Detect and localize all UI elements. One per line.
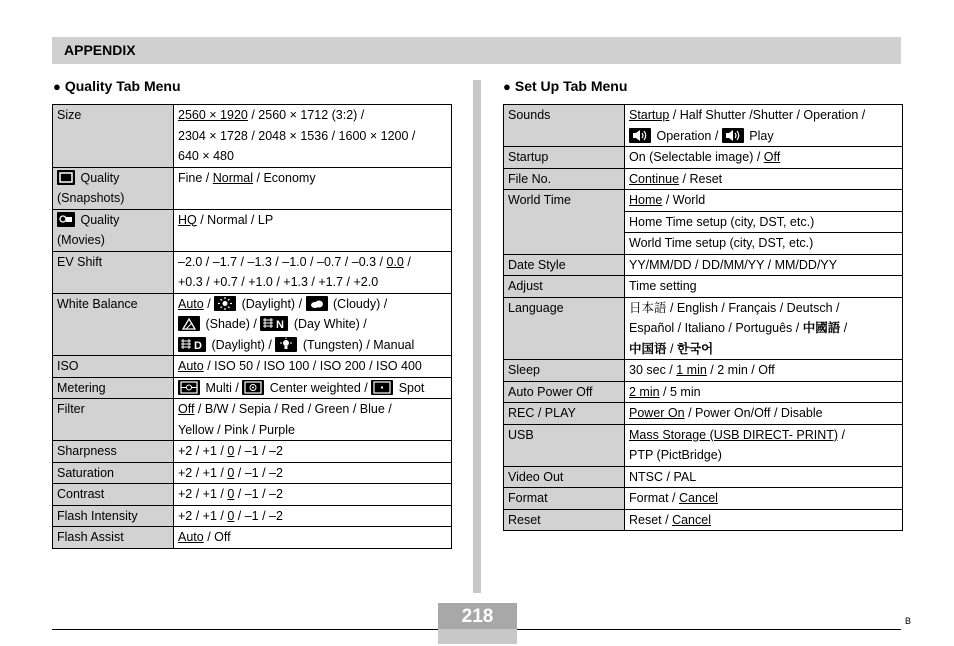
option-text: / World	[662, 193, 706, 207]
option-text: 한국어	[676, 341, 714, 356]
value-line	[629, 382, 898, 403]
setting-label: Date Style	[504, 254, 625, 276]
table-row	[53, 441, 452, 463]
setting-label-text: Contrast	[57, 487, 105, 501]
option-text: YY/MM/DD / DD/MM/YY / MM/DD/YY	[629, 257, 838, 272]
value-line	[629, 360, 898, 381]
option-text: /	[838, 427, 846, 442]
option-text: Home Time setup (city, DST, etc.)	[629, 214, 815, 229]
option-text: +2 / +1 /	[178, 487, 228, 501]
value-line	[629, 126, 898, 147]
option-text: /	[203, 296, 215, 311]
setting-label: Startup	[504, 147, 625, 169]
option-text: /	[403, 254, 411, 269]
setting-options	[625, 190, 903, 212]
setting-label	[53, 167, 174, 209]
table-row	[504, 297, 903, 360]
value-line	[178, 420, 447, 441]
setting-label-text: Filter	[57, 402, 85, 416]
option-text: Operation /	[653, 128, 722, 143]
setting-options	[174, 441, 452, 463]
option-text: (Daylight) /	[238, 296, 306, 311]
option-text: / –1 / –2	[234, 508, 283, 523]
speaker-operation-icon	[629, 128, 651, 143]
setting-label	[53, 105, 174, 168]
daylight-fluorescent-icon	[178, 337, 206, 352]
value-line	[178, 272, 447, 293]
day-white-fluorescent-icon	[260, 316, 288, 331]
setting-options	[625, 297, 903, 360]
table-row	[53, 105, 452, 168]
option-text: (Shade) /	[202, 317, 261, 331]
table-row	[53, 377, 452, 399]
setting-label-text: Quality	[77, 170, 120, 185]
setting-label-text: Metering	[57, 380, 106, 395]
page-number: 218	[438, 603, 517, 629]
default-option: 1 min	[676, 363, 707, 377]
default-option: Off	[178, 402, 195, 416]
default-option: Cancel	[672, 512, 711, 527]
option-text: +0.3 / +0.7 / +1.0 / +1.3 / +1.7 / +2.0	[178, 275, 379, 289]
table-row	[53, 209, 452, 251]
setting-options	[174, 251, 452, 293]
setting-label-subtext: (Snapshots)	[57, 191, 125, 205]
setting-options	[625, 360, 903, 382]
setting-options	[174, 105, 452, 168]
default-option: HQ	[178, 212, 197, 227]
value-line	[178, 527, 447, 548]
value-line	[629, 255, 898, 276]
setting-options	[625, 424, 903, 466]
table-row	[504, 381, 903, 403]
value-line	[178, 146, 447, 167]
value-line	[178, 105, 447, 126]
value-line	[178, 168, 447, 189]
value-line	[629, 318, 898, 339]
value-line	[629, 467, 898, 488]
value-line	[629, 147, 898, 168]
option-text: / –1 / –2	[234, 444, 283, 458]
value-line	[629, 105, 898, 126]
setting-options	[625, 381, 903, 403]
setting-label	[53, 251, 174, 293]
setting-options	[625, 488, 903, 510]
setting-options	[174, 399, 452, 441]
default-option: 0	[227, 508, 235, 523]
option-text: 中國語	[802, 321, 841, 335]
option-text: /	[666, 341, 677, 356]
value-line	[629, 298, 898, 319]
setting-options	[625, 403, 903, 425]
default-option: Continue	[629, 171, 680, 186]
value-line	[629, 510, 898, 531]
setting-options	[625, 168, 903, 190]
setting-label-text: Sharpness	[57, 444, 117, 458]
table-row	[53, 527, 452, 549]
option-text: Fine /	[178, 170, 213, 185]
corner-mark: B	[905, 616, 912, 626]
value-line	[178, 210, 447, 231]
default-option: Auto	[178, 296, 204, 311]
setting-options	[174, 462, 452, 484]
default-option: Power On	[629, 406, 685, 420]
setting-label: Language	[504, 297, 625, 360]
setting-options	[625, 105, 903, 147]
setting-label	[53, 527, 174, 549]
default-option: Cancel	[679, 491, 718, 505]
setting-label	[53, 441, 174, 463]
setting-label: Adjust	[504, 276, 625, 298]
setting-label: World Time	[504, 190, 625, 255]
quality-section-title	[53, 78, 181, 95]
setting-options	[625, 254, 903, 276]
option-text: Format /	[629, 491, 680, 505]
value-line	[178, 335, 447, 356]
value-line	[629, 212, 898, 233]
option-text: +2 / +1 /	[178, 465, 228, 480]
value-line	[178, 314, 447, 335]
option-text: / Normal / LP	[196, 212, 274, 227]
value-line	[178, 294, 447, 315]
table-row	[504, 509, 903, 531]
option-text: / ISO 50 / ISO 100 / ISO 200 / ISO 400	[203, 359, 422, 373]
option-text: / 5 min	[659, 384, 701, 399]
option-text: / –1 / –2	[234, 487, 283, 501]
option-text: Yellow / Pink / Purple	[178, 422, 295, 437]
table-row	[53, 167, 452, 209]
speaker-play-icon	[722, 128, 744, 143]
appendix-title: APPENDIX	[64, 42, 136, 58]
setting-label: USB	[504, 424, 625, 466]
setting-options	[625, 147, 903, 169]
option-text: / 2 min / Off	[706, 363, 775, 377]
option-text: Center weighted /	[266, 380, 372, 395]
value-line	[178, 356, 447, 377]
quality-tab-table	[52, 104, 452, 549]
value-line	[178, 484, 447, 505]
table-row	[504, 254, 903, 276]
daylight-icon	[214, 296, 236, 311]
setting-label-text: Flash Intensity	[57, 508, 138, 523]
svg-text:D: D	[194, 339, 202, 352]
table-row	[53, 399, 452, 441]
setting-label-text: White Balance	[57, 296, 138, 311]
setting-label-text: ISO	[57, 359, 79, 373]
option-text: / –1 / –2	[234, 465, 283, 480]
appendix-header	[52, 37, 901, 64]
setting-label	[53, 209, 174, 251]
value-line	[629, 190, 898, 211]
default-option: 2560 × 1920	[178, 108, 248, 122]
setting-options	[174, 505, 452, 527]
option-text: / B/W / Sepia / Red / Green / Blue /	[194, 402, 392, 416]
shade-icon	[178, 316, 200, 331]
table-row	[53, 356, 452, 378]
option-text: World Time setup (city, DST, etc.)	[629, 236, 814, 250]
setting-options	[174, 356, 452, 378]
table-row	[53, 505, 452, 527]
option-text: Spot	[395, 380, 425, 395]
setting-label: Sounds	[504, 105, 625, 147]
setting-options	[625, 211, 903, 233]
value-line	[629, 488, 898, 509]
option-text: / Off	[203, 530, 231, 544]
table-row	[504, 403, 903, 425]
option-text: Play	[745, 128, 774, 143]
bullet-icon: ●	[503, 79, 511, 94]
table-row	[504, 190, 903, 212]
option-text: / Power On/Off / Disable	[684, 406, 823, 420]
setting-label-subtext: (Movies)	[57, 233, 105, 247]
setting-label: Reset	[504, 509, 625, 531]
table-row	[53, 484, 452, 506]
option-text: 中国语	[629, 341, 667, 356]
setting-label-text: Saturation	[57, 465, 114, 480]
option-text: (Tungsten) / Manual	[299, 337, 415, 352]
value-line	[178, 126, 447, 147]
value-line	[629, 425, 898, 446]
setup-section-title	[503, 78, 627, 95]
setting-label-text: Size	[57, 108, 82, 122]
setting-label: REC / PLAY	[504, 403, 625, 425]
movie-quality-icon	[57, 212, 75, 227]
setting-options	[625, 509, 903, 531]
value-line	[629, 169, 898, 190]
setting-options	[174, 377, 452, 399]
value-line	[629, 276, 898, 297]
setting-label	[53, 462, 174, 484]
option-text: / Half Shutter /Shutter / Operation /	[669, 108, 866, 122]
setting-options	[174, 167, 452, 209]
value-line	[178, 399, 447, 420]
quality-title-text: Quality Tab Menu	[64, 78, 181, 94]
setting-label	[53, 484, 174, 506]
option-text: (Daylight) /	[208, 337, 276, 352]
value-line	[178, 506, 447, 527]
value-line	[178, 378, 447, 399]
table-row	[504, 466, 903, 488]
option-text: –2.0 / –1.7 / –1.3 / –1.0 / –0.7 / –0.3 /	[178, 254, 387, 269]
default-option: Auto	[178, 359, 204, 373]
setting-label: Sleep	[504, 360, 625, 382]
option-text: +2 / +1 /	[178, 444, 228, 458]
default-option: 0	[227, 487, 235, 501]
default-option: 0.0	[386, 254, 404, 269]
spot-metering-icon	[371, 380, 393, 395]
default-option: Normal	[212, 170, 254, 185]
default-option: 0	[227, 465, 235, 480]
option-text: (Cloudy) /	[329, 296, 388, 311]
default-option: 2 min	[629, 384, 660, 399]
option-text: (Day White) /	[290, 317, 367, 331]
snapshot-quality-icon	[57, 170, 75, 185]
option-text: 640 × 480	[178, 149, 234, 163]
table-row	[504, 360, 903, 382]
setting-label	[53, 377, 174, 399]
option-text: Reset /	[629, 512, 673, 527]
option-text: On (Selectable image) /	[629, 150, 764, 164]
setting-label	[53, 505, 174, 527]
column-divider	[473, 80, 481, 593]
value-line	[629, 233, 898, 254]
setting-label	[53, 356, 174, 378]
setting-label	[53, 293, 174, 356]
value-line	[178, 441, 447, 462]
setting-label-text: EV Shift	[57, 254, 103, 269]
option-text: / Economy	[253, 170, 316, 185]
option-text: /	[840, 321, 848, 335]
table-row	[53, 251, 452, 293]
setting-options	[625, 466, 903, 488]
tungsten-icon	[275, 337, 297, 352]
value-line	[178, 252, 447, 273]
setting-label: Video Out	[504, 466, 625, 488]
default-option: 0	[227, 444, 235, 458]
option-text: / Reset	[679, 171, 723, 186]
option-text: / 2560 × 1712 (3:2) /	[247, 108, 365, 122]
option-text: PTP (PictBridge)	[629, 448, 722, 462]
table-row	[504, 488, 903, 510]
setting-options	[174, 484, 452, 506]
default-option: Auto	[178, 530, 204, 544]
option-text: 日本語 / English / Français / Deutsch /	[629, 300, 840, 315]
setup-title-text: Set Up Tab Menu	[514, 78, 628, 94]
setting-label-text: Quality	[77, 212, 120, 227]
setting-options	[625, 276, 903, 298]
cloudy-icon	[306, 296, 328, 311]
table-row	[504, 424, 903, 466]
table-row	[53, 293, 452, 356]
option-text: Time setting	[629, 279, 697, 293]
table-row	[504, 276, 903, 298]
option-text: 30 sec /	[629, 363, 677, 377]
table-row	[504, 168, 903, 190]
default-option: Startup	[629, 108, 670, 122]
option-text: Multi /	[202, 380, 243, 395]
svg-text:N: N	[276, 319, 285, 331]
setting-label-text: Flash Assist	[57, 530, 124, 544]
setting-label: File No.	[504, 168, 625, 190]
setting-options	[174, 527, 452, 549]
center-weighted-icon	[242, 380, 264, 395]
bullet-icon: ●	[53, 79, 61, 94]
multi-metering-icon	[178, 380, 200, 395]
setting-options	[174, 209, 452, 251]
table-row	[504, 105, 903, 147]
value-line	[178, 463, 447, 484]
default-option: Home	[629, 193, 663, 207]
value-line	[629, 403, 898, 424]
table-row	[53, 462, 452, 484]
value-line	[629, 445, 898, 466]
option-text: Español / Italiano / Português /	[629, 321, 803, 335]
setting-options	[174, 293, 452, 356]
option-text: +2 / +1 /	[178, 508, 228, 523]
default-option: Off	[763, 150, 781, 164]
default-option: Mass Storage (USB DIRECT- PRINT)	[629, 427, 839, 442]
setting-label	[53, 399, 174, 441]
value-line	[629, 339, 898, 360]
option-text: NTSC / PAL	[629, 469, 697, 484]
setup-tab-table	[503, 104, 903, 531]
setting-label: Format	[504, 488, 625, 510]
option-text: 2304 × 1728 / 2048 × 1536 / 1600 × 1200 /	[178, 128, 416, 143]
setting-label: Auto Power Off	[504, 381, 625, 403]
setting-options	[625, 233, 903, 255]
table-row	[504, 147, 903, 169]
